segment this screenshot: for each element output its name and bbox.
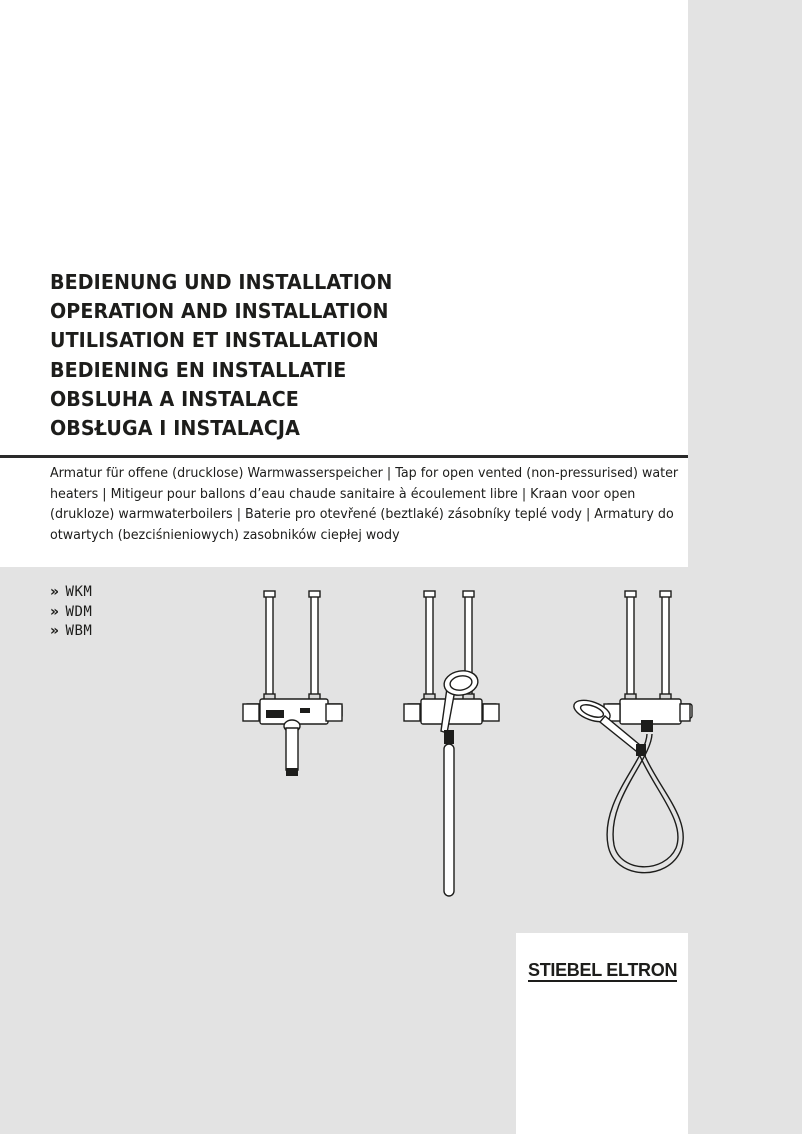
- wbm-tap-illustration-icon: [565, 585, 690, 890]
- divider-rule: [0, 455, 688, 458]
- model-name: WDM: [65, 603, 93, 620]
- stiebel-eltron-logo: STIEBEL ELTRON: [528, 960, 678, 980]
- model-name: WKM: [65, 584, 93, 600]
- model-item: [50, 603, 92, 623]
- bullet-chevron-icon: »: [50, 623, 60, 639]
- wdm-shower-illustration-icon: [400, 585, 510, 905]
- title-cs: OBSLUHA A INSTALACE: [50, 386, 299, 411]
- model-list: [50, 583, 92, 642]
- wkm-tap-illustration-icon: [240, 585, 350, 785]
- title-en: OPERATION AND INSTALLATION: [50, 299, 389, 324]
- product-description: Armatur für offene (drucklose) Warmwasserspeicher | Tap for open vented (non-pressurised) water heaters | Mitigeur pour ballons d’eau chaude sanitaire à écoulement libre | Kraan voor open (drukloze) warmwaterboilers | Baterie pro otevřené (beztlaké) zásobníky teplé vody | Armatury do otwartych (bezciśnieniowych) zasobników ciepłej wody: [50, 466, 679, 543]
- title-pl: OBSŁUGA I INSTALACJA: [50, 416, 300, 441]
- model-name: WBM: [65, 623, 93, 639]
- title-de: BEDIENUNG UND INSTALLATION: [50, 270, 393, 294]
- bullet-chevron-icon: »: [50, 584, 60, 600]
- right-grey-band: [688, 0, 802, 1134]
- title-block: [50, 268, 418, 443]
- model-item: [50, 583, 92, 603]
- title-fr: UTILISATION ET INSTALLATION: [50, 328, 379, 353]
- title-nl: BEDIENING EN INSTALLATIE: [50, 357, 347, 382]
- bullet-chevron-icon: »: [50, 603, 60, 620]
- model-item: [50, 622, 92, 642]
